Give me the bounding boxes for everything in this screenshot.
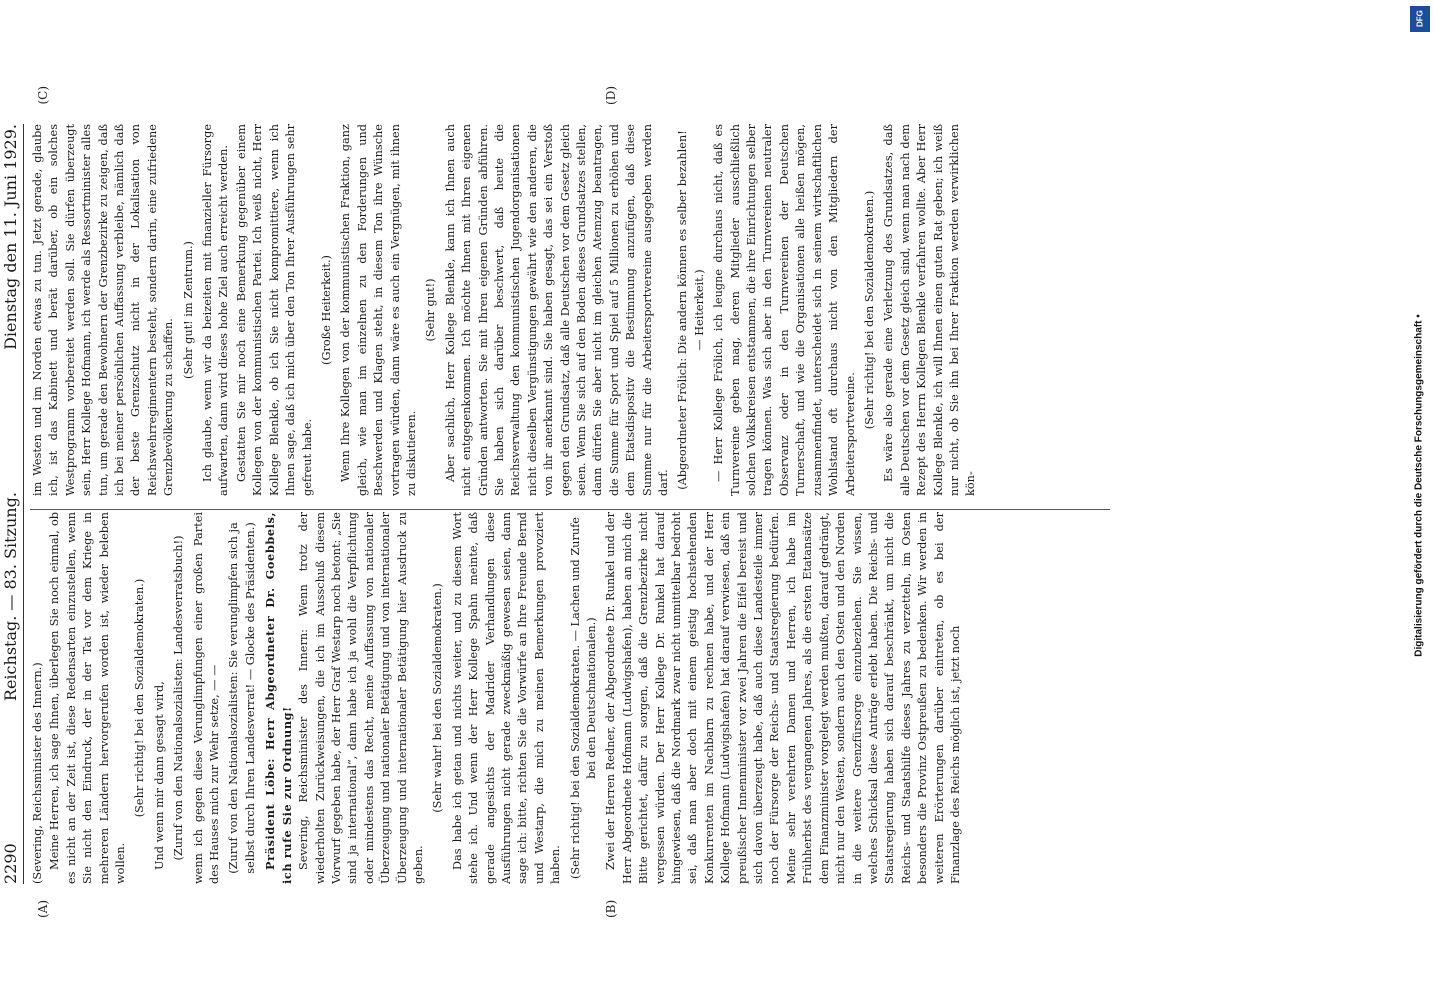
paragraph: — Herr Kollege Frölich, ich leugne durchaus nicht, daß es Turnvereine geben mag, deren Mitglieder ausschließlich solchen Volkskreisen entstammen, die ihre Einrichtungen selber tragen können. Was sich aber in den Turnvereinen neutraler Observanz oder in den Turnvereinen der Deutschen Turnerschaft, und wie die Organisationen alle heißen mögen, zusammenfindet, unterscheidet sich in seinem wirtschaftlichen Wohlstand oft durchaus nicht von den Mitgliedern der Arbeitersportvereine. <box>712 124 857 496</box>
paragraph: im Westen und im Norden etwas zu tun. Jetzt gerade, glaube ich, ist das Kabinett und berät darüber, ob ein solches Westprogramm vorbereitet werden soll. Sie dürfen überzeugt sein, Herr Kollege Hofmann, ich werde als Ressortminister alles tun, um gerade den Bewohnern der Grenzbezirke zu zeigen, daß ich bei meiner persönlichen Auffassung verbleibe, nämlich daß der beste Grenzschutz nicht in der Lokalisation von Reichswehrregimentern besteht, sondern darin, eine zufriedene Grenzbevölkerung zu schaffen. <box>31 124 176 496</box>
column-divider <box>30 509 1110 510</box>
interjection: (Sehr wahr! bei den Sozialdemokraten.) <box>431 583 445 813</box>
speaker-paragraph: Severing, Reichsminister des Innern: Wenn trotz der wiederholten Zurückweisungen, die ich im Ausschuß diesem Vorwurf gegeben habe, der Herr Graf Westarp noch betont: „Sie sind ja international“, dann habe ich ja wohl die Verpflichtung oder mindestens das Recht, meine Auffassung von nationaler Überzeugung und nationaler Betätigung und von internationaler Überzeugung und internationaler Betätigung hier Ausdruck zu geben. <box>297 512 425 884</box>
margin-mark-a: (A) <box>36 899 50 918</box>
margin-mark-d: (D) <box>604 86 618 105</box>
paragraph: Und wenn mir dann gesagt wird, <box>152 681 166 870</box>
interjection: (Sehr gut! im Zentrum.) <box>181 241 195 379</box>
interjection: (Sehr richtig! bei den Sozialdemokraten. — Lachen und Zurufe bei den Deutschnationalen.) <box>568 517 598 880</box>
interjection: (Abgeordneter Frölich: Die andern können es selber bezahlen! — Heiterkeit.) <box>676 130 706 490</box>
interjection: (Sehr gut!) <box>424 278 438 342</box>
paragraph: Das habe ich getan und nichts weiter, und zu diesem Wort stehe ich. Und wenn der Herr Kollege Spahn meinte, daß gerade angesichts der Madrider Verhandlungen diese Ausführungen nicht gerade zweckmäßig gewesen seien, dann sage ich: bitte, richten Sie die Vorwürfe an Ihre Freunde Bernd und Westarp, die mich zu meinen Bemerkungen provoziert haben. <box>450 512 563 884</box>
digitization-sidebar <box>1404 0 1434 1000</box>
right-column <box>30 124 1112 496</box>
paragraph: Zwei der Herren Redner, der Abgeordnete Dr. Runkel und der Herr Abgeordnete Hofmann (Ludwigshafen), haben an mich die Bitte gerichtet, dafür zu sorgen, daß die Grenzbezirke nicht vergessen würden. Der Herr Kollege Dr. Runkel hat darauf hingewiesen, daß die Nordmark zwar nicht unmittelbar bedroht sei, daß man aber doch mit einem geistig hochstehenden Konkurrenten im Nachbarn zu rechnen habe, und der Herr Kollege Hofmann (Ludwigshafen) hat darauf verwiesen, daß ein preußischer Innenminister vor zwei Jahren die Eifel bereist und sich davon überzeugt habe, daß auch diese Landesteile immer noch der Fürsorge der Reichs- und Staatsregierung bedürfen. Meine sehr verehrten Damen und Herren, ich habe im Frühherbst des vergangenen Jahres, als die ersten Etatansätze dem Finanzminister vorgelegt werden mußten, darauf gedrängt, nicht nur den Westen, sondern auch den Osten und den Norden in die weitere Grenzfürsorge einzubeziehen. Sie wissen, welches Schicksal diese Anträge erlebt haben. Die Reichs- und Staatsregierung haben sich darauf beschränkt, um nicht die Reichs- und Staatshilfe dieses Jahres zu verzetteln, im Osten besonders die Provinz Ostpreußen zu bedenken. Wir werden in weiteren Erörterungen darüber eintreten, ob es bei der Finanzlage des Reichs möglich ist, jetzt noch <box>604 512 962 884</box>
running-head <box>0 124 24 884</box>
document-page <box>0 84 1124 924</box>
interjection: (Sehr richtig! bei den Sozialdemokraten.) <box>133 578 147 818</box>
paragraph: Wenn Ihre Kollegen von der kommunistischen Fraktion, ganz gleich, wie man im einzelnen zu den Forderungen und Beschwerden und Klagen steht, in diesem Ton ihre Wünsche vortragen würden, dann wäre es auch ein Vergnügen, mit ihnen zu diskutieren. <box>339 124 418 496</box>
interjection: (Sehr richtig! bei den Sozialdemokraten.) <box>862 190 876 430</box>
session-date: Dienstag den 11. Juni 1929. <box>1 124 20 350</box>
margin-mark-c: (C) <box>36 86 50 105</box>
interjection: (Zuruf von den Nationalsozialisten: Sie verunglimpfen sich ja selbst durch Ihren Landesverrat! — Glocke des Präsidenten.) <box>227 522 257 874</box>
margin-mark-b: (B) <box>604 899 618 918</box>
paragraph: Es wäre also gerade eine Verletzung des Grundsatzes, daß alle Deutschen vor dem Gesetz gleich sind, wenn man nach dem Rezept des Herrn Kollegen Blenkle verfahren wollte. Aber Herr Kollege Blenkle, ich will Ihnen einen guten Rat geben; ich weiß nur nicht, ob Sie ihn bei Ihrer Fraktion werden verwirklichen kön- <box>882 124 978 496</box>
paragraph: Ich glaube, wenn wir da beizeiten mit finanzieller Fürsorge aufwarten, dann wird dieses hohe Ziel auch erreicht werden. <box>201 124 231 496</box>
dfg-logo: DFG <box>1410 6 1430 32</box>
paragraph: wenn ich gegen diese Verunglimpfungen einer großen Partei des Hauses mich zur Wehr setze, — — <box>191 512 222 884</box>
paragraph: Meine Herren, ich sage Ihnen, überlegen Sie noch einmal, ob es nicht an der Zeit ist, diese Redensarten einzustellen, wenn Sie nicht den Eindruck, der in der Tat vor dem Kriege in mehreren Ländern hervorgerufen worden ist, wieder beleben wollen. <box>48 512 128 884</box>
left-column <box>30 512 1112 884</box>
president-statement: Präsident Löbe: Herr Abgeordneter Dr. Goebbels, ich rufe Sie zur Ordnung! <box>263 512 294 884</box>
page-number: 2290 <box>1 843 20 884</box>
speaker-continuation: (Severing, Reichsminister des Innern.) <box>31 662 44 884</box>
interjection: (Zuruf von den Nationalsozialisten: Landesverratsbuch!) <box>172 535 186 861</box>
session-title: Reichstag. — 83. Sitzung. <box>1 492 20 702</box>
interjection: (Große Heiterkeit.) <box>319 255 333 365</box>
paragraph: Aber sachlich, Herr Kollege Blenkle, kann ich Ihnen auch nicht entgegenkommen. Ich möchte Ihnen mit Ihren eigenen Gründen antworten. Sie mit Ihren eigenen Gründen abführen. Sie haben sich darüber beschwert, daß heute die Reichsverwaltung den kommunistischen Jugendorganisationen nicht dieselben Vergünstigungen gewährt wie den anderen, die von ihr anerkannt sind. Sie haben gesagt, das sei ein Verstoß gegen den Grundsatz, daß alle Deutschen vor dem Gesetz gleich seien. Wenn Sie sich auf den Boden dieses Grundsatzes stellen, dann dürfen Sie aber nicht im gleichen Atemzug beantragen, die Summe für Sport und Spiel auf 5 Millionen zu erhöhen und dem Etatsdispositiv die Bestimmung anzufügen, daß diese Summe nur für die Arbeitersportvereine ausgegeben werden darf. <box>443 124 671 496</box>
digitization-credit: Digitalisierung gefördert durch die Deutsche Forschungsgemeinschaft • <box>1413 314 1425 657</box>
paragraph: Gestatten Sie mir noch eine Bemerkung gegenüber einem Kollegen von der kommunistischen Partei. Ich weiß nicht, Herr Kollege Blenkle, ob ich Sie nicht kompromittiere, wenn ich Ihnen sage, daß ich mich über den Ton Ihrer Ausführungen sehr gefreut habe. <box>234 124 314 496</box>
